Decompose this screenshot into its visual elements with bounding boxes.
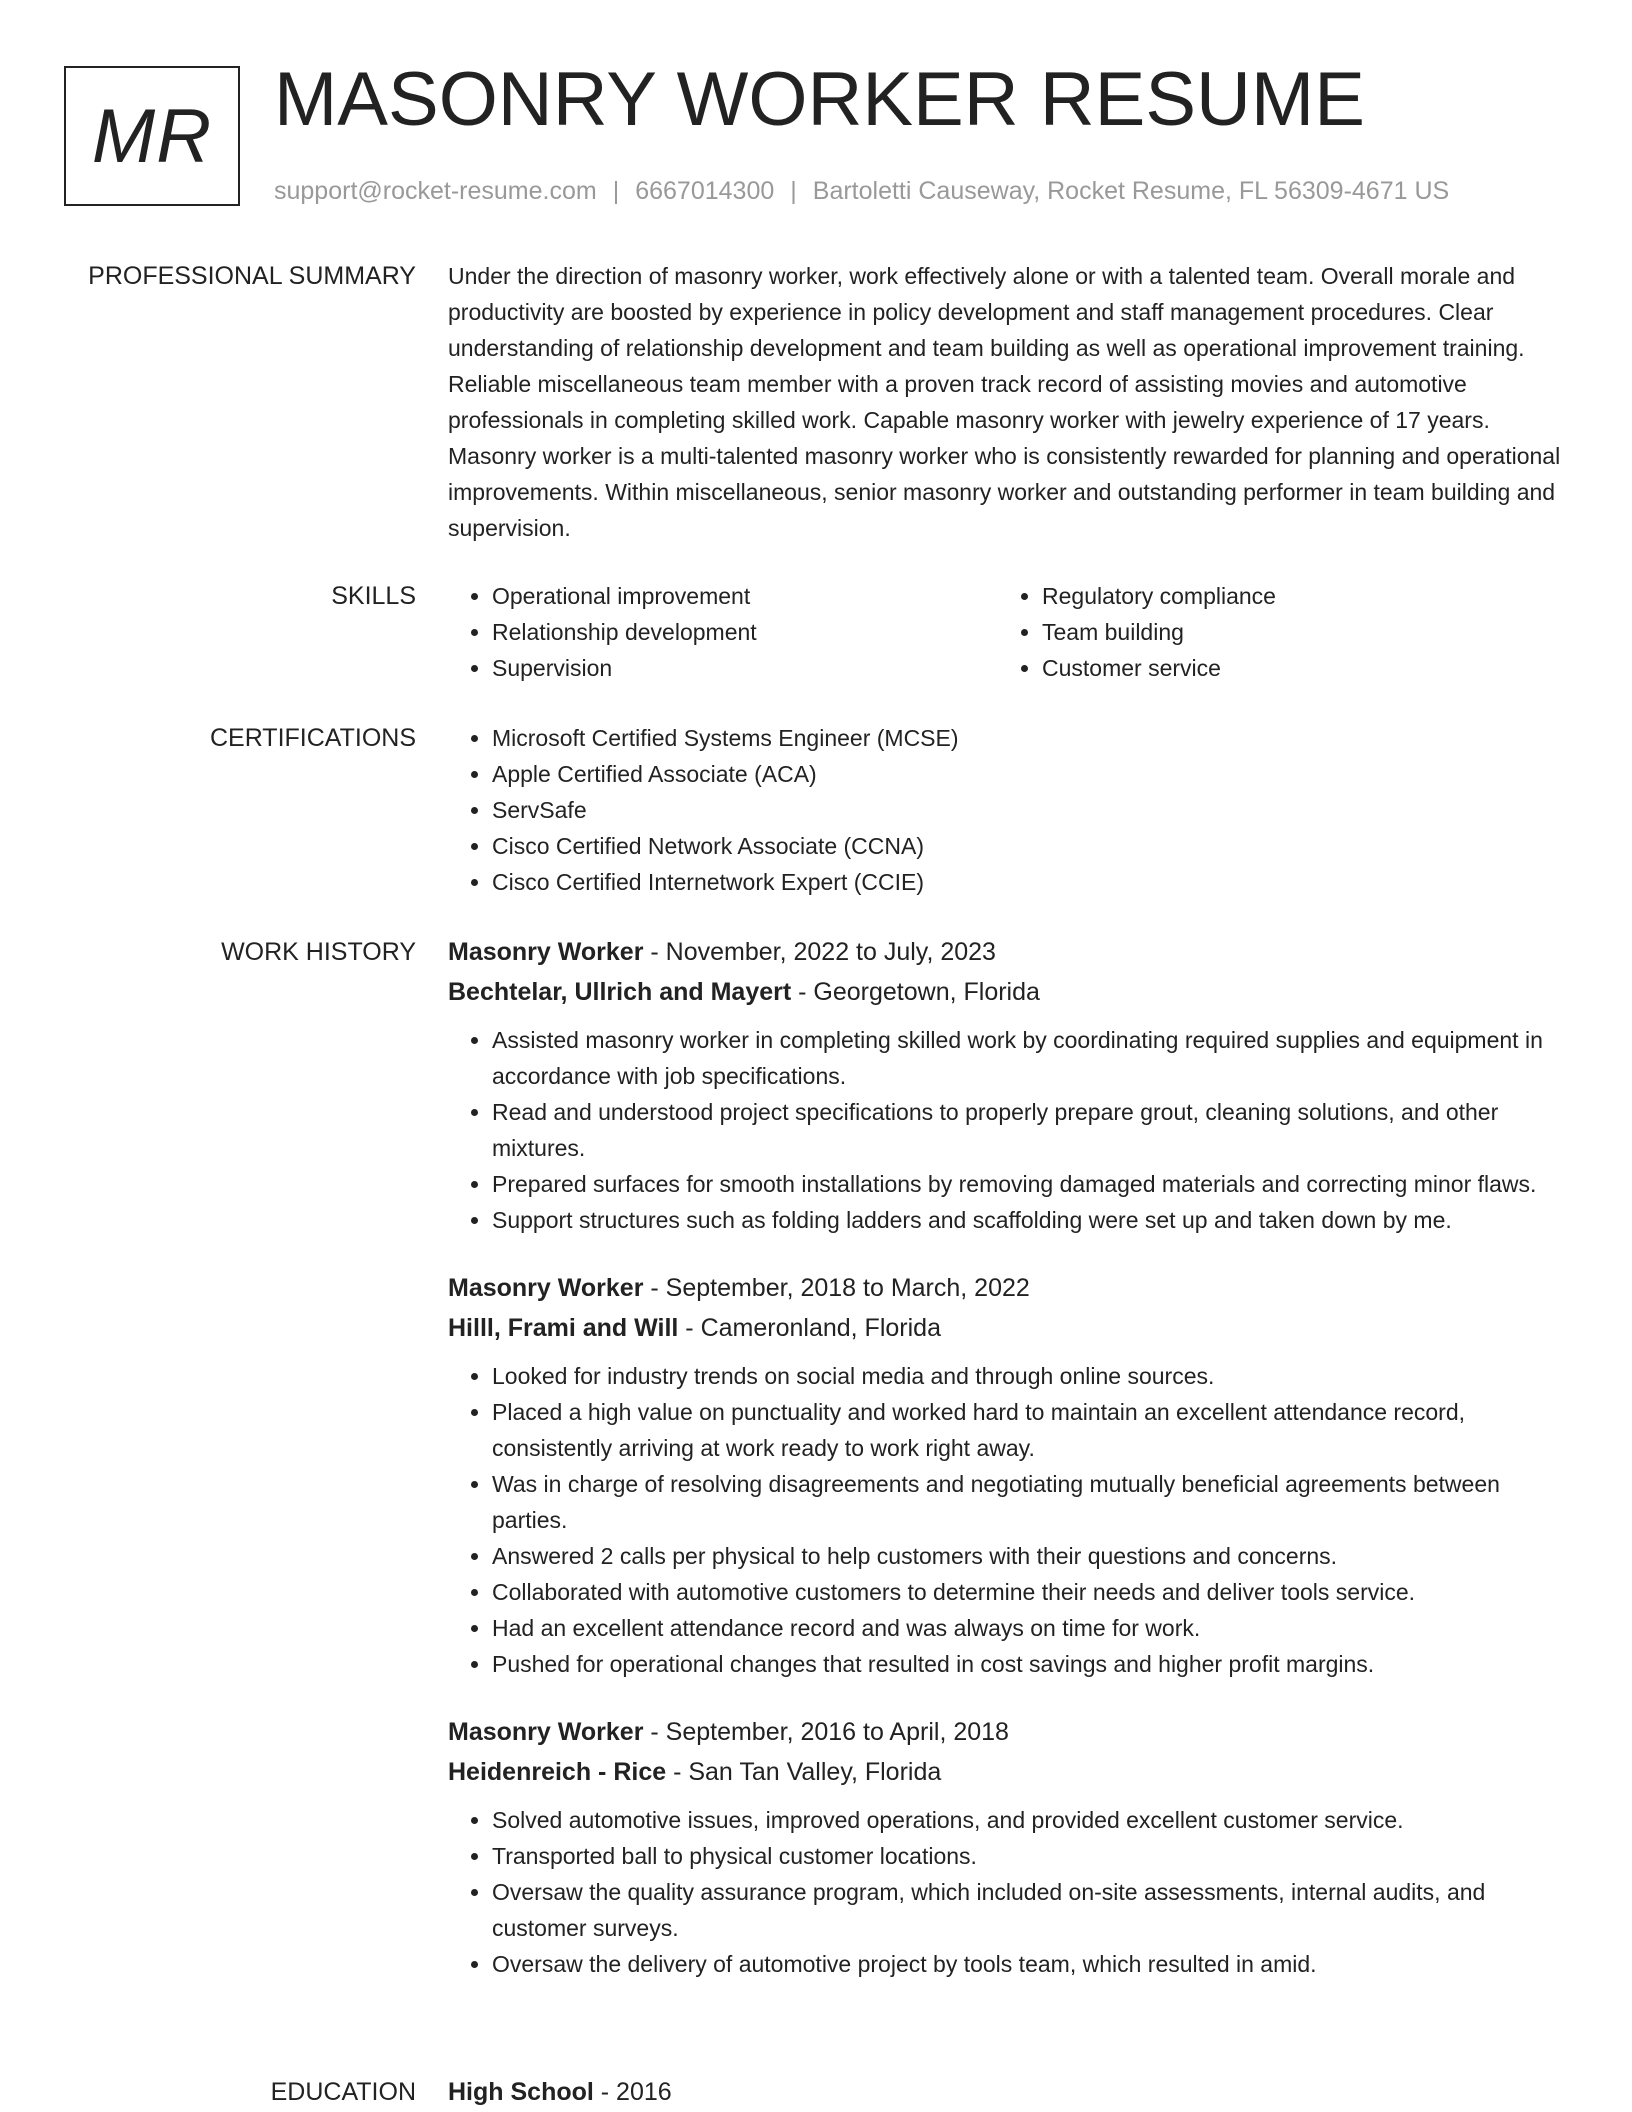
education-year: - 2016: [593, 2078, 672, 2106]
company-name: Heidenreich - Rice: [448, 1758, 667, 1786]
company-name: Hilll, Frami and Will: [448, 1314, 679, 1342]
job-bullet: • Oversaw the quality assurance program, which included on-site assessments, internal audits, and customer surveys.: [492, 1874, 1568, 1946]
job-bullets: [448, 1358, 1568, 1682]
job-dates: - September, 2018 to March, 2022: [643, 1274, 1030, 1302]
job-bullet: • Was in charge of resolving disagreements and negotiating mutually beneficial agreements between parties.: [492, 1466, 1568, 1538]
job-bullets: [448, 1022, 1568, 1238]
job-bullet: • Oversaw the delivery of automotive project by tools team, which resulted in amid.: [492, 1946, 1568, 1982]
section-label-education: EDUCATION: [270, 2078, 416, 2106]
company-location: - Cameronland, Florida: [678, 1314, 941, 1342]
certification-item: • ServSafe: [492, 792, 1568, 828]
section-label-skills: SKILLS: [331, 582, 416, 610]
company-location: - Georgetown, Florida: [791, 978, 1040, 1006]
contact-email[interactable]: support@rocket-resume.com: [274, 177, 597, 205]
section-label-work-history: WORK HISTORY: [221, 938, 416, 966]
monogram-box: [64, 66, 240, 206]
contact-phone[interactable]: 6667014300: [635, 177, 775, 205]
job-bullet: • Transported ball to physical customer locations.: [492, 1838, 1568, 1874]
contact-separator: |: [612, 177, 620, 205]
job-title-line: [448, 932, 1568, 972]
skills-list-right: [998, 578, 1548, 686]
job-bullet: • Pushed for operational changes that resulted in cost savings and higher profit margins.: [492, 1646, 1568, 1682]
company-line: [448, 1308, 1568, 1348]
skill-item: • Supervision: [492, 650, 998, 686]
section-label-summary: PROFESSIONAL SUMMARY: [88, 262, 416, 290]
job-dates: - September, 2016 to April, 2018: [643, 1718, 1009, 1746]
job-entry: [448, 1712, 1568, 1982]
company-line: [448, 1752, 1568, 1792]
company-name: Bechtelar, Ullrich and Mayert: [448, 978, 792, 1006]
company-location: - San Tan Valley, Florida: [666, 1758, 942, 1786]
job-bullet: • Looked for industry trends on social media and through online sources.: [492, 1358, 1568, 1394]
job-bullet: • Read and understood project specifications to properly prepare grout, cleaning solutions, and other mixtures.: [492, 1094, 1568, 1166]
skill-item: • Regulatory compliance: [1042, 578, 1548, 614]
company-line: [448, 972, 1568, 1012]
education-line: [448, 2072, 1568, 2112]
contact-line: [274, 174, 1449, 208]
contact-address: Bartoletti Causeway, Rocket Resume, FL 56309-4671 US: [812, 177, 1450, 205]
skills-list-left: [448, 578, 998, 686]
job-bullet: • Had an excellent attendance record and was always on time for work.: [492, 1610, 1568, 1646]
job-bullets: [448, 1802, 1568, 1982]
section-label-certifications: CERTIFICATIONS: [209, 724, 416, 752]
certification-item: • Microsoft Certified Systems Engineer (MCSE): [492, 720, 1568, 756]
job-title: Masonry Worker: [448, 1274, 644, 1302]
resume-title: MASONRY WORKER RESUME: [274, 57, 1365, 142]
job-entry: [448, 932, 1568, 1238]
job-bullet: • Prepared surfaces for smooth installations by removing damaged materials and correcting minor flaws.: [492, 1166, 1568, 1202]
contact-separator: |: [790, 177, 797, 205]
job-entry: [448, 1268, 1568, 1682]
job-bullet: • Collaborated with automotive customers to determine their needs and deliver tools service.: [492, 1574, 1568, 1610]
skill-item: • Relationship development: [492, 614, 998, 650]
job-title: Masonry Worker: [448, 938, 644, 966]
certification-item: • Apple Certified Associate (ACA): [492, 756, 1568, 792]
job-bullet: • Assisted masonry worker in completing skilled work by coordinating required supplies and equipment in accordance with job specifications.: [492, 1022, 1568, 1094]
job-bullet: • Solved automotive issues, improved operations, and provided excellent customer service.: [492, 1802, 1568, 1838]
monogram-initials: MR: [91, 93, 213, 179]
job-title-line: [448, 1712, 1568, 1752]
skill-item: • Operational improvement: [492, 578, 998, 614]
education-degree: High School: [448, 2078, 594, 2106]
certification-item: • Cisco Certified Network Associate (CCNA): [492, 828, 1568, 864]
job-title: Masonry Worker: [448, 1718, 644, 1746]
job-dates: - November, 2022 to July, 2023: [643, 938, 996, 966]
skill-item: • Customer service: [1042, 650, 1548, 686]
job-bullet: • Answered 2 calls per physical to help customers with their questions and concerns.: [492, 1538, 1568, 1574]
certification-item: • Cisco Certified Internetwork Expert (CCIE): [492, 864, 1568, 900]
job-bullet: • Placed a high value on punctuality and worked hard to maintain an excellent attendance record, consistently arriving at work ready to work right away.: [492, 1394, 1568, 1466]
job-title-line: [448, 1268, 1568, 1308]
job-bullet: • Support structures such as folding ladders and scaffolding were set up and taken down by me.: [492, 1202, 1568, 1238]
summary-text: Under the direction of masonry worker, work effectively alone or with a talented team. Overall morale and productivity are boosted by experience in policy development and staff management procedures. Clear understanding of relationship development and team building as well as operational improvement training. Reliable miscellaneous team member with a proven track record of assisting movies and automotive professionals in completing skilled work. Capable masonry worker with jewelry experience of 17 years. Masonry worker is a multi-talented masonry worker who is consistently rewarded for planning and operational improvements. Within miscellaneous, senior masonry worker and outstanding performer in team building and supervision.: [448, 263, 1561, 541]
skill-item: • Team building: [1042, 614, 1548, 650]
certifications-list: [448, 720, 1568, 900]
